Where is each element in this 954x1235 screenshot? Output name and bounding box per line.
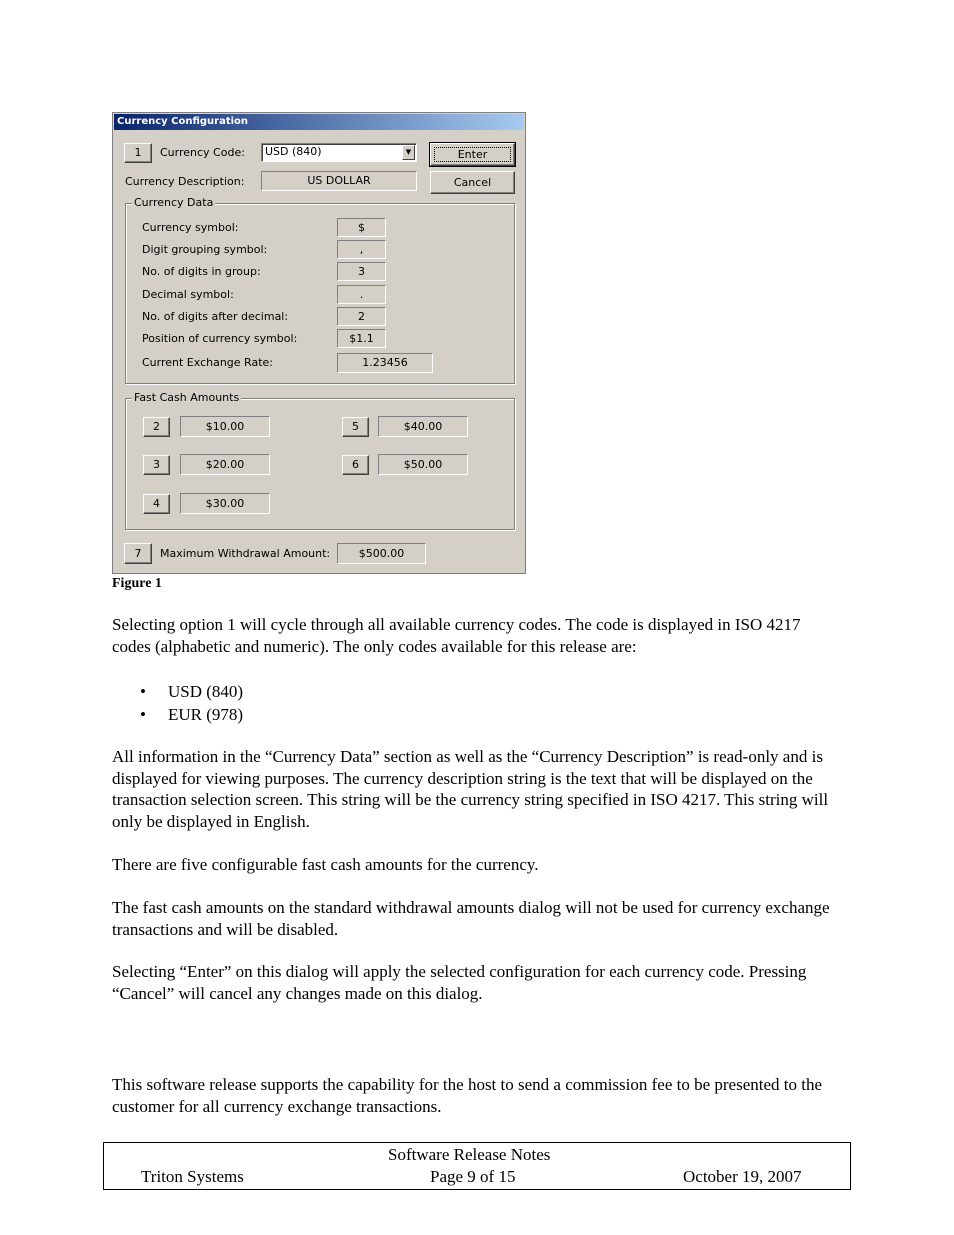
digit-grouping-field: ,: [337, 240, 386, 259]
fast-cash-2-field: $10.00: [180, 416, 270, 437]
digit-grouping-label: Digit grouping symbol:: [142, 243, 268, 256]
list-item: • USD (840): [140, 680, 243, 703]
paragraph-enter-cancel: Selecting “Enter” on this dialog will apply the selected configuration for each currency code. Pressing “Cancel” will cancel any changes made on this dialog.: [112, 962, 807, 1003]
currency-description-label: Currency Description:: [125, 175, 245, 188]
footer-page-number: Page 9 of 15: [430, 1167, 516, 1186]
max-withdrawal-label: Maximum Withdrawal Amount:: [160, 547, 331, 560]
footer-doc-title: Software Release Notes: [388, 1145, 551, 1164]
fast-cash-6-button[interactable]: 6: [342, 455, 369, 475]
currency-code-list: [140, 680, 243, 726]
digits-after-decimal-label: No. of digits after decimal:: [142, 310, 289, 323]
max-withdrawal-field: $500.00: [337, 543, 426, 564]
currency-code-label: Currency Code:: [160, 146, 245, 159]
page-footer: [103, 1142, 851, 1190]
option-1-button[interactable]: 1: [124, 143, 152, 163]
currency-code-select[interactable]: [261, 143, 417, 162]
digits-in-group-field: 3: [337, 262, 386, 281]
fast-cash-5-field: $40.00: [378, 416, 468, 437]
dialog-title: Currency Configuration: [114, 114, 524, 130]
chevron-down-icon[interactable]: ▼: [402, 145, 415, 160]
currency-symbol-field: $: [337, 218, 386, 237]
footer-company: Triton Systems: [141, 1167, 244, 1186]
paragraph-currency-data: All information in the “Currency Data” section as well as the “Currency Description” is read-only and is displayed for viewing purposes. The currency description string is the text that will be displayed on the transaction selection screen. This string will be the currency string specified in ISO 4217. This string will only be displayed in English.: [112, 747, 829, 832]
exchange-rate-label: Current Exchange Rate:: [142, 356, 273, 369]
focus-rectangle: [434, 147, 511, 162]
footer-date: October 19, 2007: [683, 1167, 802, 1186]
paragraph-fast-cash-count: There are five configurable fast cash amounts for the currency.: [112, 855, 539, 874]
fast-cash-4-button[interactable]: 4: [143, 494, 170, 514]
figure-caption: Figure 1: [112, 576, 162, 591]
enter-button[interactable]: [430, 143, 515, 166]
digits-in-group-label: No. of digits in group:: [142, 265, 261, 278]
enter-button-label: Enter: [457, 148, 488, 161]
currency-symbol-position-label: Position of currency symbol:: [142, 332, 298, 345]
currency-symbol-position-field: $1.1: [337, 329, 386, 348]
decimal-symbol-label: Decimal symbol:: [142, 288, 234, 301]
cancel-button[interactable]: Cancel: [430, 171, 515, 194]
fast-cash-caption: Fast Cash Amounts: [134, 391, 240, 404]
fast-cash-3-field: $20.00: [180, 454, 270, 475]
paragraph-fast-cash-disabled: The fast cash amounts on the standard withdrawal amounts dialog will not be used for currency exchange transactions and will be disabled.: [112, 898, 830, 939]
currency-symbol-label: Currency symbol:: [142, 221, 239, 234]
option-7-button[interactable]: 7: [124, 543, 152, 564]
decimal-symbol-field: .: [337, 285, 386, 304]
fast-cash-2-button[interactable]: 2: [143, 417, 170, 437]
currency-description-field: US DOLLAR: [261, 171, 417, 191]
paragraph-commission-fee: This software release supports the capability for the host to send a commission fee to be presented to the customer for all currency exchange transactions.: [112, 1075, 823, 1116]
digits-after-decimal-field: 2: [337, 307, 386, 326]
fast-cash-6-field: $50.00: [378, 454, 468, 475]
paragraph-currency-codes: Selecting option 1 will cycle through all available currency codes. The code is displayed in ISO 4217 codes (alphabetic and numeric). The only codes available for this release are:: [112, 615, 801, 656]
list-item: • EUR (978): [140, 703, 243, 726]
fast-cash-3-button[interactable]: 3: [143, 455, 170, 475]
currency-configuration-dialog: [112, 112, 526, 574]
fast-cash-4-field: $30.00: [180, 493, 270, 514]
exchange-rate-field: 1.23456: [337, 353, 433, 373]
currency-data-caption: Currency Data: [134, 196, 214, 209]
fast-cash-5-button[interactable]: 5: [342, 417, 369, 437]
currency-code-value: USD (840): [265, 145, 322, 158]
